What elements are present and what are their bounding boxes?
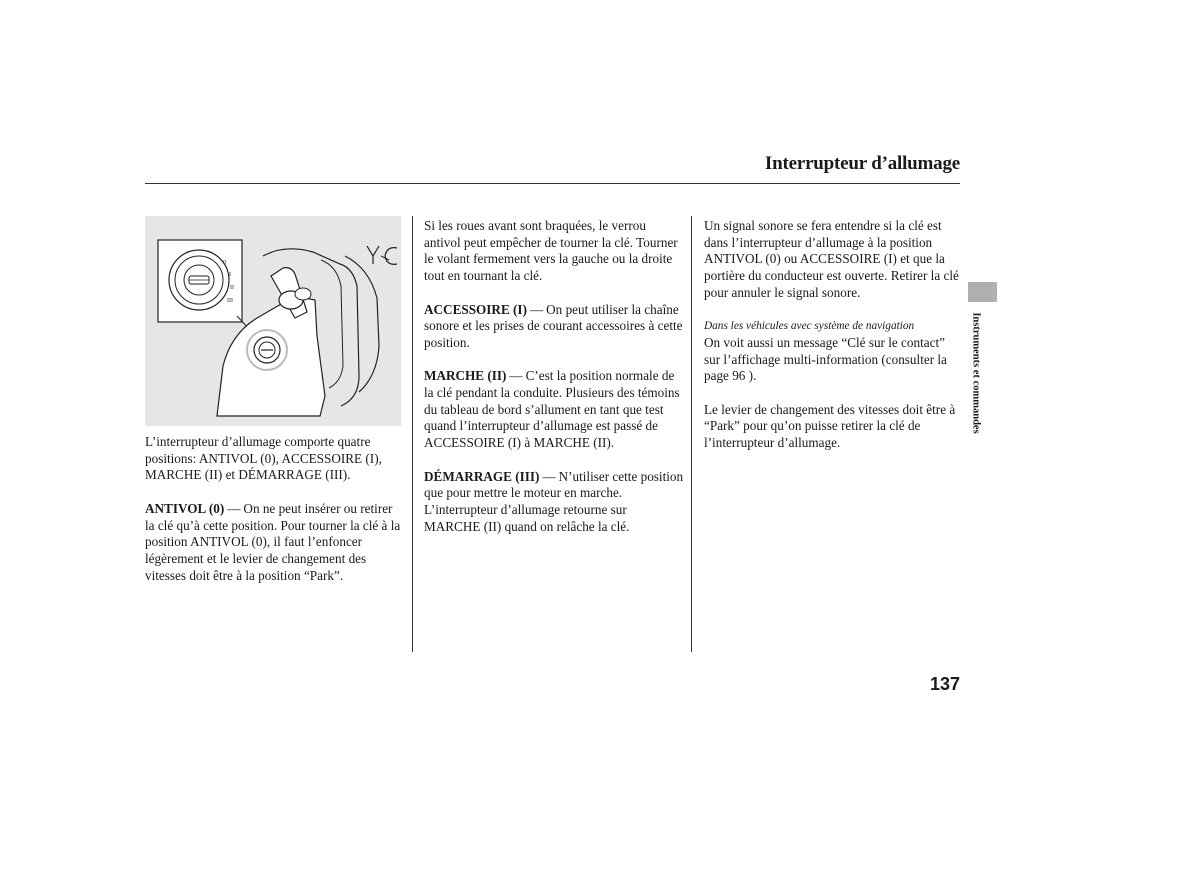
accessoire-term: ACCESSOIRE (I) (424, 301, 527, 317)
section-tab-text: Instruments et commandes (970, 312, 982, 434)
marche-term: MARCHE (II) (424, 368, 507, 384)
page-title: Interrupteur d’allumage (764, 153, 960, 174)
antivol-paragraph (145, 501, 403, 585)
navigation-subheading: Dans les véhicules avec système de navigation (704, 320, 915, 333)
accessoire-paragraph (424, 302, 684, 352)
navigation-paragraph: On voit aussi un message “Clé sur le contact” sur l’affichage multi-information (consulter la page 96 ). (704, 334, 947, 384)
column-divider (691, 216, 692, 652)
antivol-text: On ne peut insérer ou retirer la clé qu’à cette position. Pour tourner la clé à la position ANTIVOL (0), il faut l’enfoncer légèrement et le levier de changement des vitesses doit être à la position “Park”. (145, 500, 401, 583)
title-rule (145, 183, 960, 184)
dash-separator: — (542, 468, 556, 484)
column-2 (424, 218, 684, 552)
svg-text:0: 0 (223, 260, 226, 266)
column-3 (704, 218, 960, 469)
park-paragraph: Le levier de changement des vitesses doit être à “Park” pour qu’on puisse retirer la clé de l’interrupteur d’allumage. (704, 401, 956, 451)
section-tab-marker (968, 282, 997, 302)
dash-separator: — (529, 301, 544, 317)
signal-paragraph: Un signal sonore se fera entendre si la clé est dans l’interrupteur d’allumage à la position ANTIVOL (0) ou ACCESSOIRE (I) et que la portière du conducteur est ouverte. Retirer la clé pour annuler le signal sonore. (704, 218, 959, 300)
demarrage-text: N’utiliser cette position que pour mettre le moteur en marche. L’interrupteur d’allumage retourne sur MARCHE (II) quand on relâche la clé. (424, 468, 684, 534)
column-1 (145, 434, 403, 601)
svg-text:II: II (230, 285, 234, 291)
demarrage-paragraph (424, 469, 684, 536)
page-number: 137 (929, 674, 960, 694)
wheels-paragraph: Si les roues avant sont braquées, le verrou antivol peut empêcher de tourner la clé. Tourner le volant fermement vers la gauche ou la droite tout en tournant la clé. (424, 218, 678, 284)
ignition-switch-figure (145, 216, 401, 426)
section-tab-label (968, 306, 984, 440)
antivol-term: ANTIVOL (0) (145, 500, 225, 516)
svg-text:I: I (229, 272, 231, 278)
dash-separator: — (227, 500, 241, 516)
dash-separator: — (509, 368, 523, 384)
intro-paragraph: L’interrupteur d’allumage comporte quatre positions: ANTIVOL (0), ACCESSOIRE (I), MARCHE (II) et DÉMARRAGE (III). (145, 434, 382, 483)
column-divider (412, 216, 413, 652)
marche-text: C’est la position normale de la clé pendant la conduite. Plusieurs des témoins du tableau de bord s’allument en tant que test quand l’interrupteur d’allumage est passé de ACCESSOIRE (I) à MARCHE (II). (424, 368, 680, 451)
marche-paragraph (424, 368, 684, 452)
svg-text:III: III (227, 298, 233, 304)
accessoire-text: On peut utiliser la chaîne sonore et les prises de courant accessoires à cette position. (424, 301, 683, 350)
demarrage-term: DÉMARRAGE (III) (424, 468, 540, 484)
